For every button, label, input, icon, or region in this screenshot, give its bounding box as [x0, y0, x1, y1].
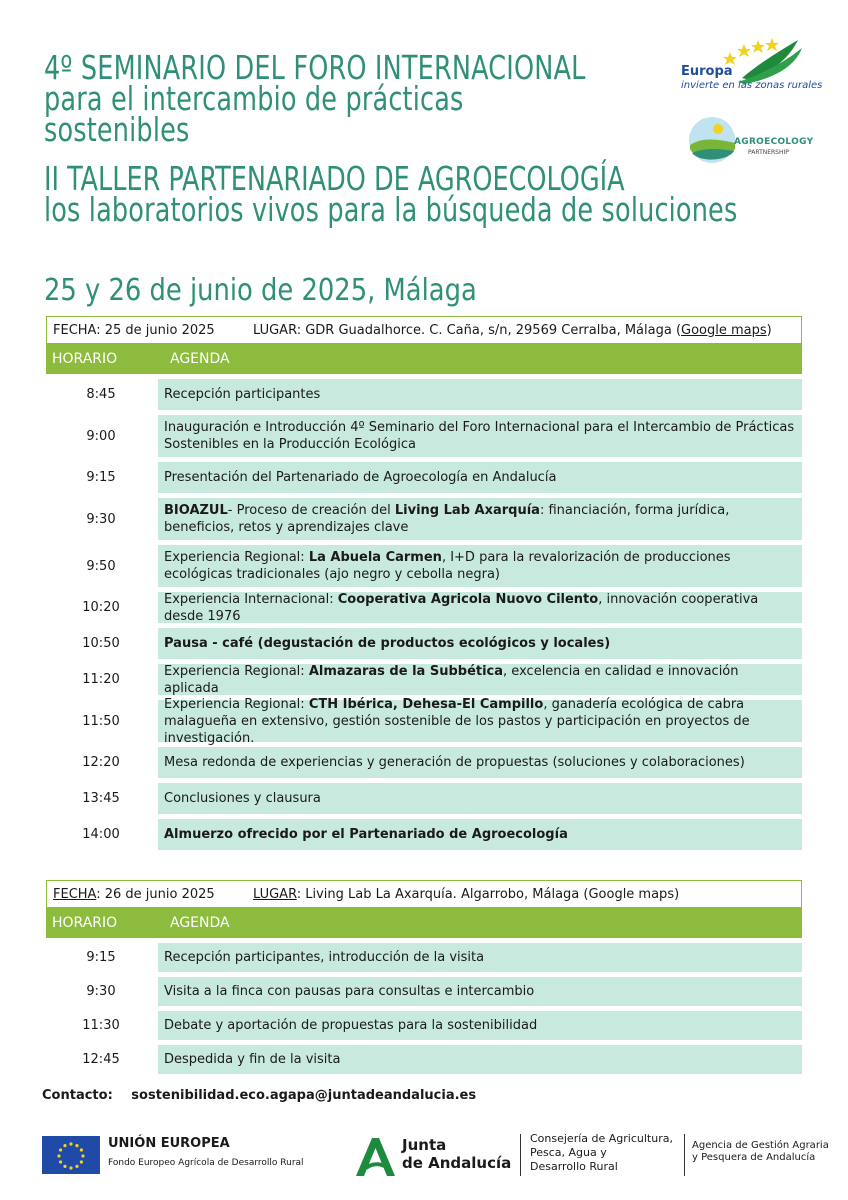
agenda-text-mid: - Proceso de creación del: [227, 503, 395, 518]
agenda-text-mid: , ganadería ecológica de cabra malagueña en extensivo, gestión sostenible de los pastos y participación en proyectos de investigación.: [164, 696, 750, 746]
day1-session: [46, 316, 802, 850]
contact-label: Contacto:: [42, 1088, 113, 1103]
agenda-text-pre: Experiencia Regional:: [164, 550, 309, 565]
partnership-text: PARTNERSHIP: [748, 149, 789, 156]
agenda-text-pre: Experiencia Regional:: [164, 696, 309, 712]
day2-session: [46, 880, 802, 1074]
consejeria-text: [530, 1132, 673, 1174]
agenda-row: [46, 783, 802, 814]
agen-line-2: y Pesquera de Andalucía: [692, 1152, 816, 1163]
agenda-item: Recepción participantes, introducción de la visita: [158, 943, 802, 972]
agencia-text: [692, 1140, 829, 1164]
eu-flag-icon: [42, 1136, 100, 1174]
agenda-item: Visita a la finca con pausas para consultas e intercambio: [158, 977, 802, 1006]
agenda-item: Debate y aportación de propuestas para la sostenibilidad: [158, 1011, 802, 1040]
agenda-time: 9:00: [86, 428, 116, 444]
agenda-item: [158, 545, 802, 587]
title-line-4: II TALLER PARTENARIADO DE AGROECOLOGÍA: [44, 159, 625, 198]
agenda-time: 9:15: [86, 950, 116, 965]
agroecology-text: AGROECOLOGY: [734, 137, 814, 147]
contact-email[interactable]: sostenibilidad.eco.agapa@juntadeandalucia.es: [131, 1088, 477, 1103]
agenda-row: [46, 1011, 802, 1040]
day1-lugar-text: LUGAR: GDR Guadalhorce. C. Caña, s/n, 29569 Cerralba, Málaga (: [253, 322, 682, 338]
agenda-time: 9:30: [86, 984, 116, 999]
day1-lugar: [253, 323, 801, 338]
agenda-item: [158, 415, 802, 457]
agenda-row: [46, 664, 802, 695]
agenda-item: [158, 819, 802, 850]
agenda-row: [46, 415, 802, 457]
day1-col-agenda: AGENDA: [170, 351, 230, 367]
agenda-text-bold: Pausa - café (degustación de productos ecológicos y locales): [164, 636, 611, 651]
event-date: 25 y 26 de junio de 2025, Málaga: [44, 273, 477, 308]
agenda-text-bold: Cooperativa Agricola Nuovo Cilento: [337, 591, 599, 607]
day2-header: [46, 880, 802, 908]
agenda-item: [158, 696, 802, 746]
agenda-time: 10:20: [82, 600, 120, 615]
day2-fecha-value: : 26 de junio 2025: [96, 886, 215, 902]
agenda-text-bold: La Abuela Carmen: [308, 550, 442, 565]
agenda-text-pre: Inauguración e Introducción 4º Seminario del Foro Internacional para el Intercambio de Prácticas Sostenibles en la Producción Ecológica: [164, 420, 795, 452]
day2-lugar-value: : Living Lab La Axarquía. Algarrobo, Málaga (Google maps): [296, 886, 680, 902]
agenda-row: [46, 696, 802, 746]
agroecology-logo: [688, 115, 818, 171]
agenda-time: 11:20: [82, 672, 120, 687]
footer-logos: [0, 1130, 848, 1190]
agenda-text-bold: BIOAZUL: [164, 503, 228, 518]
junta-text: [402, 1136, 511, 1172]
day2-col-horario: HORARIO: [52, 915, 118, 931]
agenda-item: [158, 592, 802, 623]
agenda-time: 11:30: [82, 1018, 120, 1033]
agenda-text-pre: Conclusiones y clausura: [164, 791, 321, 806]
agenda-time: 13:45: [82, 791, 120, 806]
divider: [520, 1134, 521, 1176]
agenda-time: 9:30: [86, 511, 116, 527]
agenda-time: 11:50: [82, 713, 120, 729]
day1-agenda-list: [46, 379, 802, 850]
agenda-time: 12:20: [82, 755, 120, 770]
agenda-item: [158, 498, 802, 540]
day1-google-maps-link[interactable]: Google maps: [681, 322, 767, 338]
agenda-row: [46, 1045, 802, 1074]
agenda-row: [46, 498, 802, 540]
day2-fecha: [53, 887, 253, 902]
europa-text: Europa: [681, 64, 733, 79]
cons-line-2: Pesca, Agua y: [530, 1146, 607, 1159]
agenda-row: [46, 819, 802, 850]
day1-col-horario: HORARIO: [52, 351, 118, 367]
day2-column-bar: [46, 908, 802, 938]
agenda-text-pre: Recepción participantes: [164, 387, 321, 402]
day1-header: [46, 316, 802, 344]
agenda-text-pre: Mesa redonda de experiencias y generación de propuestas (soluciones y colaboraciones): [164, 755, 745, 770]
day2-lugar-label: LUGAR: [253, 886, 297, 902]
agenda-item: [158, 747, 802, 778]
agenda-row: [46, 628, 802, 659]
agen-line-1: Agencia de Gestión Agraria: [692, 1140, 829, 1151]
cons-line-3: Desarrollo Rural: [530, 1160, 618, 1173]
title-line-3: sostenibles: [44, 110, 190, 149]
agenda-text-bold2: Living Lab Axarquía: [394, 503, 540, 518]
europa-subtext: invierte en las zonas rurales: [681, 80, 823, 91]
day1-lugar-close: ): [766, 322, 772, 338]
agenda-text-bold: Almazaras de la Subbética: [308, 663, 504, 679]
agenda-time: 10:50: [82, 636, 120, 651]
agenda-text-pre: Presentación del Partenariado de Agroecología en Andalucía: [164, 470, 557, 485]
agenda-item: [158, 628, 802, 659]
cons-line-1: Consejería de Agricultura,: [530, 1132, 673, 1145]
agenda-time: 8:45: [86, 387, 116, 402]
title-line-5: los laboratorios vivos para la búsqueda de soluciones: [44, 190, 738, 229]
agenda-row: [46, 943, 802, 972]
agenda-text-pre: Experiencia Internacional:: [164, 591, 338, 607]
day1-column-bar: [46, 344, 802, 374]
agenda-text-pre: Experiencia Regional:: [164, 663, 309, 679]
agroecology-landscape-icon: [688, 115, 738, 165]
agenda-text-mid: , excelencia en calidad e innovación aplicada: [164, 663, 739, 696]
contact-line: [42, 1088, 476, 1103]
agenda-text-post: : financiación, forma jurídica, beneficios, retos y aprendizajes clave: [164, 503, 730, 535]
agenda-row: [46, 747, 802, 778]
agenda-time: 14:00: [82, 827, 120, 842]
day2-col-agenda: AGENDA: [170, 915, 230, 931]
agenda-row: [46, 545, 802, 587]
agenda-text-mid: , I+D para la revalorización de producciones ecológicas tradicionales (ajo negro y cebolla negra): [164, 550, 731, 582]
agenda-item: [158, 379, 802, 410]
agenda-text-bold: CTH Ibérica, Dehesa-El Campillo: [308, 696, 544, 712]
agenda-row: [46, 462, 802, 493]
eu-title: UNIÓN EUROPEA: [108, 1136, 230, 1151]
agenda-item: [158, 783, 802, 814]
agenda-item: [158, 462, 802, 493]
agenda-item: Despedida y fin de la visita: [158, 1045, 802, 1074]
agenda-item: [158, 664, 802, 695]
junta-line-1: Junta: [402, 1136, 447, 1154]
day1-fecha: FECHA: 25 de junio 2025: [53, 322, 215, 338]
agenda-row: [46, 592, 802, 623]
junta-line-2: de Andalucía: [402, 1154, 512, 1172]
day2-lugar: [253, 887, 801, 902]
agenda-text-bold: Almuerzo ofrecido por el Partenariado de Agroecología: [164, 827, 568, 842]
agenda-time: 9:50: [86, 558, 116, 574]
junta-andalucia-icon: [352, 1134, 398, 1178]
europa-rural-logo: [678, 34, 823, 104]
title-line-2: para el intercambio de prácticas: [44, 79, 464, 118]
day2-agenda-list: [46, 943, 802, 1074]
divider: [684, 1134, 685, 1176]
agenda-row: [46, 379, 802, 410]
agenda-text-mid: , innovación cooperativa desde 1976: [164, 591, 759, 624]
agenda-time: 9:15: [86, 470, 116, 485]
eu-subtitle: Fondo Europeo Agrícola de Desarrollo Rural: [108, 1158, 304, 1168]
agenda-time: 12:45: [82, 1052, 120, 1067]
title-line-1: 4º SEMINARIO DEL FORO INTERNACIONAL: [44, 48, 586, 87]
day2-fecha-label: FECHA: [53, 886, 97, 902]
agenda-row: [46, 977, 802, 1006]
